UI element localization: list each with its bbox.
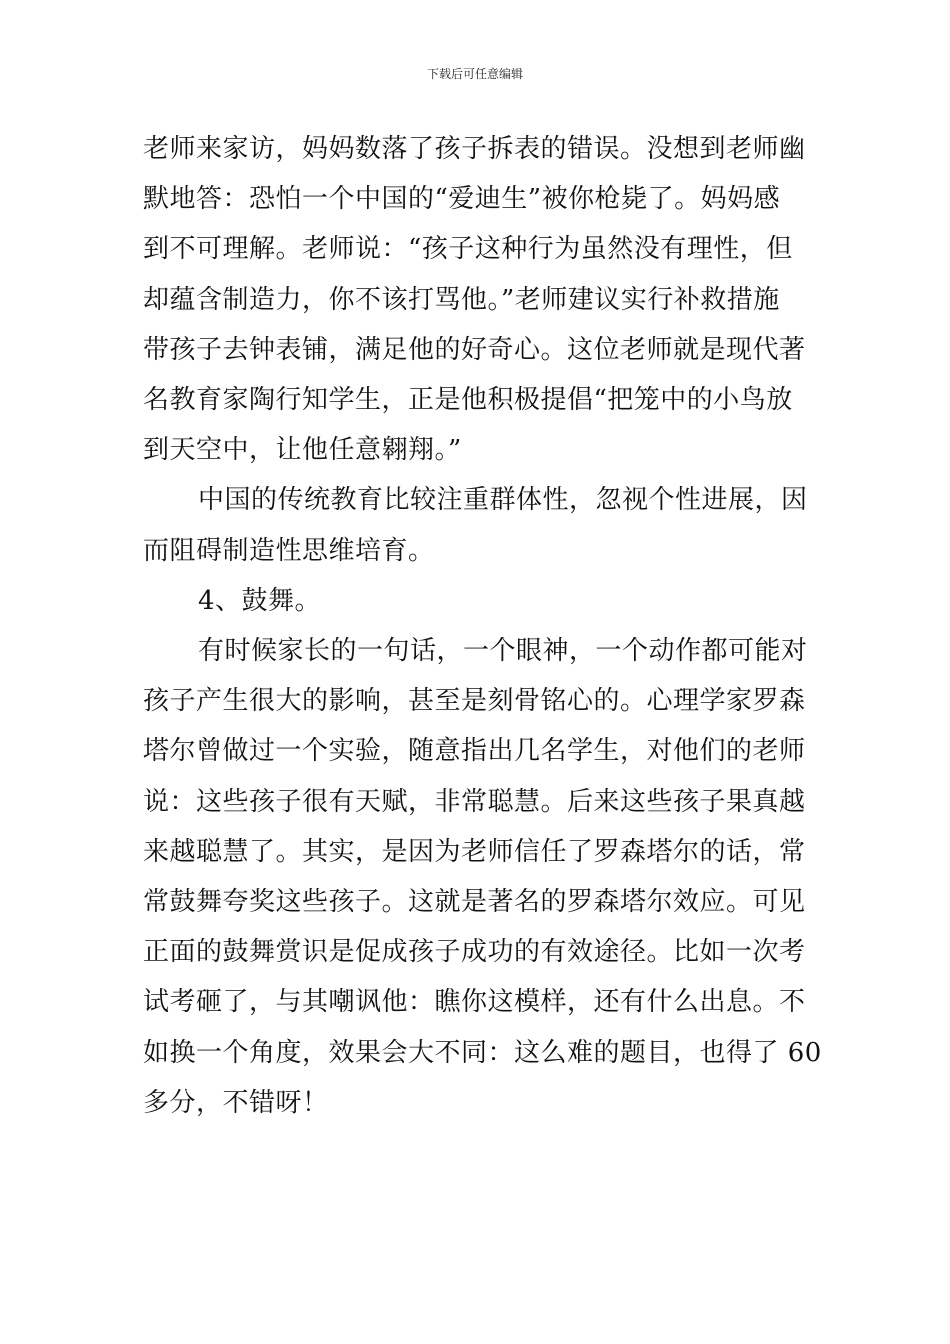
text-line: 试考砸了，与其嘲讽他：瞧你这模样，还有什么出息。不 [143,987,806,1018]
paragraph-2 [143,475,807,575]
text-line: 到天空中，让他任意翱翔。” [143,435,462,466]
text-line: 来越聪慧了。其实，是因为老师信任了罗森塔尔的话，常 [143,836,806,867]
text-line: 名教育家陶行知学生，正是他积极提倡“把笼中的小鸟放 [143,385,793,416]
text-line: 有时候家长的一句话，一个眼神，一个动作都可能对 [198,636,808,667]
text-line: 常鼓舞夸奖这些孩子。这就是著名的罗森塔尔效应。可见 [143,887,806,918]
text-line: 正面的鼓舞赏识是促成孩子成功的有效途径。比如一次考 [143,937,806,968]
text-line: 而阻碍制造性思维培育。 [143,535,435,566]
page-header: 下载后可任意编辑 [426,67,523,81]
text-line: 老师来家访，妈妈数落了孩子拆表的错误。没想到老师幽 [143,134,806,164]
text-line: 到不可理解。老师说：“孩子这种行为虽然没有理性，但 [143,234,793,265]
text-line: 4、鼓舞。 [198,585,322,616]
text-line: 如换一个角度，效果会大不同：这么难的题目，也得了 60 [143,1037,822,1068]
text-line: 说：这些孩子很有天赋，非常聪慧。后来这些孩子果真越 [143,786,806,817]
section-heading [143,576,807,626]
text-line: 孩子产生很大的影响，甚至是刻骨铭心的。心理学家罗森 [143,686,806,717]
document-body [143,124,822,1128]
text-line: 多分，不错呀！ [143,1087,329,1118]
text-line: 中国的传统教育比较注重群体性，忽视个性进展，因 [198,485,808,516]
paragraph-3 [143,626,822,1128]
text-line: 塔尔曾做过一个实验，随意指出几名学生，对他们的老师 [143,736,806,767]
text-line: 带孩子去钟表铺，满足他的好奇心。这位老师就是现代著 [143,334,806,365]
text-line: 默地答：恐怕一个中国的“爱迪生”被你枪毙了。妈妈感 [143,184,781,215]
text-line: 却蕴含制造力，你不该打骂他。”老师建议实行补救措施 [143,284,780,315]
paragraph-1 [143,124,807,475]
